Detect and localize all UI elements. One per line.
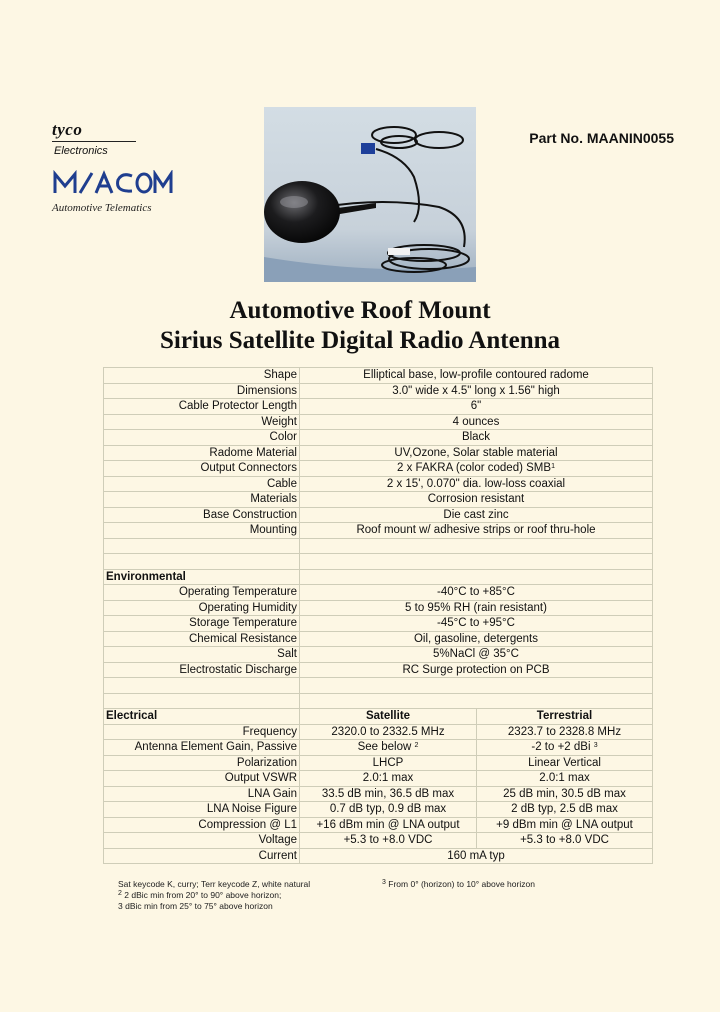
spec-label: Materials: [104, 492, 300, 508]
spec-label: Weight: [104, 414, 300, 430]
spec-value-text: 2 x FAKRA (color coded) SMB: [397, 462, 552, 475]
empty-row: [104, 554, 653, 570]
table-row: [104, 740, 653, 756]
electrical-heading: Electrical: [104, 709, 300, 725]
table-row: [104, 755, 653, 771]
table-row: [104, 430, 653, 446]
spec-label: Dimensions: [104, 383, 300, 399]
satellite-value: +16 dBm min @ LNA output: [300, 817, 477, 833]
spec-value: 6": [300, 399, 653, 415]
footnote-1: Sat keycode K, curry; Terr keycode Z, white natural: [118, 879, 311, 889]
spec-value: Corrosion resistant: [300, 492, 653, 508]
footnote-3-text: From 0° (horizon) to 10° above horizon: [388, 879, 535, 889]
satellite-value: [300, 740, 477, 756]
table-row: [104, 647, 653, 663]
satellite-value: 33.5 dB min, 36.5 dB max: [300, 786, 477, 802]
document-title-line2: Sirius Satellite Digital Radio Antenna: [159, 327, 561, 354]
satellite-value: 2320.0 to 2332.5 MHz: [300, 724, 477, 740]
table-row: [104, 414, 653, 430]
empty-cell: [104, 693, 300, 709]
table-row: [104, 662, 653, 678]
spec-label: Antenna Element Gain, Passive: [104, 740, 300, 756]
spec-value: 2 x 15', 0.070" dia. low-loss coaxial: [300, 476, 653, 492]
footnote-marker: 3: [382, 879, 386, 886]
table-row: [104, 817, 653, 833]
table-row: [104, 523, 653, 539]
environmental-heading: Environmental: [104, 569, 300, 585]
spec-value: 5%NaCl @ 35°C: [300, 647, 653, 663]
satellite-value: 0.7 dB typ, 0.9 dB max: [300, 802, 477, 818]
spec-label: Output Connectors: [104, 461, 300, 477]
table-row: [104, 585, 653, 601]
terrestrial-value: 25 dB min, 30.5 dB max: [477, 786, 653, 802]
spec-label: Base Construction: [104, 507, 300, 523]
terrestrial-value: +9 dBm min @ LNA output: [477, 817, 653, 833]
spec-value: [300, 461, 653, 477]
footnote-2b: 3 dBic min from 25° to 75° above horizon: [118, 901, 273, 911]
empty-cell: [300, 538, 653, 554]
part-number: Part No. MAANIN0055: [529, 130, 674, 146]
table-row: [104, 631, 653, 647]
spec-value: Elliptical base, low-profile contoured radome: [300, 368, 653, 384]
spec-label: Current: [104, 848, 300, 864]
table-row: [104, 802, 653, 818]
spec-label: Storage Temperature: [104, 616, 300, 632]
footnote-2: [118, 890, 310, 901]
footnotes-left: [118, 879, 310, 912]
spec-value: 3.0" wide x 4.5" long x 1.56" high: [300, 383, 653, 399]
terrestrial-value-text: -2 to +2 dBi: [531, 741, 591, 754]
specifications-table: [103, 367, 653, 864]
terrestrial-value: 2.0:1 max: [477, 771, 653, 787]
table-row: [104, 368, 653, 384]
spec-value: -45°C to +95°C: [300, 616, 653, 632]
empty-cell: [300, 554, 653, 570]
satellite-value: LHCP: [300, 755, 477, 771]
spec-label: Cable: [104, 476, 300, 492]
satellite-value: 2.0:1 max: [300, 771, 477, 787]
division-label: Automotive Telematics: [52, 202, 152, 214]
satellite-column-header: Satellite: [300, 709, 477, 725]
satellite-value: +5.3 to +8.0 VDC: [300, 833, 477, 849]
footnote-marker: 1: [551, 463, 555, 471]
table-row: [104, 724, 653, 740]
footnote-marker: 2: [414, 742, 419, 750]
terrestrial-value: 2 dB typ, 2.5 dB max: [477, 802, 653, 818]
footnote-marker: 3: [593, 742, 598, 750]
section-header-row: [104, 709, 653, 725]
empty-cell: [300, 678, 653, 694]
empty-cell: [300, 569, 653, 585]
footnotes-right: [382, 879, 535, 890]
table-row: [104, 476, 653, 492]
terrestrial-value: 2323.7 to 2328.8 MHz: [477, 724, 653, 740]
spec-label: LNA Gain: [104, 786, 300, 802]
table-row: [104, 399, 653, 415]
spec-label: Chemical Resistance: [104, 631, 300, 647]
electronics-label: Electronics: [54, 145, 108, 157]
terrestrial-value: [477, 740, 653, 756]
section-header-row: [104, 569, 653, 585]
empty-cell: [104, 678, 300, 694]
spec-value: 160 mA typ: [300, 848, 653, 864]
table-row: [104, 383, 653, 399]
spec-value: Die cast zinc: [300, 507, 653, 523]
spec-label: Color: [104, 430, 300, 446]
spec-value: RC Surge protection on PCB: [300, 662, 653, 678]
spec-label: Operating Humidity: [104, 600, 300, 616]
spec-label: Output VSWR: [104, 771, 300, 787]
empty-cell: [104, 554, 300, 570]
spec-label: Radome Material: [104, 445, 300, 461]
spec-label: Cable Protector Length: [104, 399, 300, 415]
spec-value: UV,Ozone, Solar stable material: [300, 445, 653, 461]
terrestrial-value: Linear Vertical: [477, 755, 653, 771]
spec-label: Shape: [104, 368, 300, 384]
tyco-logo: tyco: [52, 120, 83, 139]
table-row: [104, 600, 653, 616]
spec-value: -40°C to +85°C: [300, 585, 653, 601]
spec-label: Compression @ L1: [104, 817, 300, 833]
macom-logo: [52, 170, 176, 196]
footnote-marker: 2: [118, 890, 122, 897]
table-row: [104, 616, 653, 632]
empty-row: [104, 538, 653, 554]
spec-label: Electrostatic Discharge: [104, 662, 300, 678]
spec-label: Frequency: [104, 724, 300, 740]
spec-label: Operating Temperature: [104, 585, 300, 601]
spec-label: Salt: [104, 647, 300, 663]
antenna-photo: [264, 107, 476, 282]
terrestrial-column-header: Terrestrial: [477, 709, 653, 725]
table-row: [104, 786, 653, 802]
table-row: [104, 833, 653, 849]
spec-value: 4 ounces: [300, 414, 653, 430]
footnote-2-text: 2 dBic min from 20° to 90° above horizon;: [124, 890, 282, 900]
logo-divider: [52, 141, 136, 142]
table-row: [104, 507, 653, 523]
footnote-3: [382, 879, 535, 890]
empty-row: [104, 693, 653, 709]
table-row: [104, 848, 653, 864]
spec-label: Mounting: [104, 523, 300, 539]
satellite-value-text: See below: [357, 741, 412, 754]
table-row: [104, 445, 653, 461]
spec-value: 5 to 95% RH (rain resistant): [300, 600, 653, 616]
table-row: [104, 492, 653, 508]
spec-value: Roof mount w/ adhesive strips or roof thru-hole: [300, 523, 653, 539]
spec-label: LNA Noise Figure: [104, 802, 300, 818]
spec-value: Oil, gasoline, detergents: [300, 631, 653, 647]
table-row: [104, 771, 653, 787]
spec-label: Voltage: [104, 833, 300, 849]
empty-cell: [104, 538, 300, 554]
spec-value: Black: [300, 430, 653, 446]
empty-cell: [300, 693, 653, 709]
empty-row: [104, 678, 653, 694]
table-row: [104, 461, 653, 477]
terrestrial-value: +5.3 to +8.0 VDC: [477, 833, 653, 849]
document-title-line1: Automotive Roof Mount: [229, 297, 491, 324]
spec-label: Polarization: [104, 755, 300, 771]
